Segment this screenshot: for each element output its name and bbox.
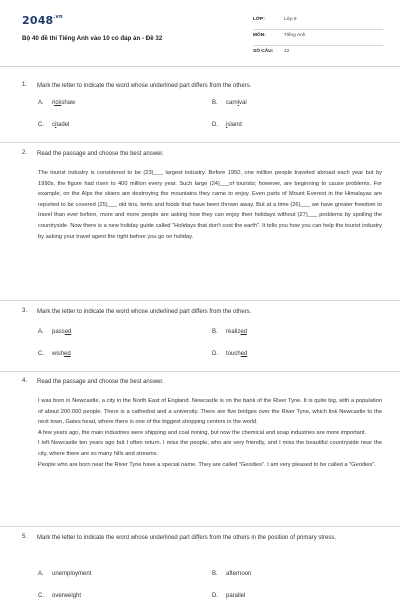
reading-passage: [38, 168, 382, 242]
option-d[interactable]: [212, 122, 242, 128]
option-d[interactable]: [212, 593, 245, 599]
option-text: touch: [226, 351, 241, 357]
passage-paragraph: A few years ago, the main industries were shipping and coal mining, but now the chemical and soap industries are more important.: [38, 429, 367, 436]
divider: [0, 142, 400, 143]
question-number: 1.: [22, 82, 28, 88]
option-text: unemployment: [52, 571, 92, 577]
option-b[interactable]: [212, 571, 251, 577]
option-text: parallel: [226, 593, 246, 599]
option-underlined: ed: [64, 329, 72, 335]
option-text: tadel: [56, 122, 70, 128]
option-letter: A.: [38, 329, 44, 335]
option-text: pass: [52, 329, 65, 335]
option-text: wish: [52, 351, 65, 357]
option-c[interactable]: [38, 351, 71, 357]
meta-value: Tiếng Anh: [284, 33, 306, 38]
option-text: val: [239, 100, 247, 106]
option-letter: D.: [212, 351, 218, 357]
option-underlined: i: [226, 122, 228, 128]
option-underlined: ed: [240, 329, 248, 335]
option-underlined: i: [55, 122, 57, 128]
option-text: sland: [227, 122, 242, 128]
option-b[interactable]: [212, 329, 247, 335]
question-3: [22, 308, 382, 366]
question-4: [22, 378, 382, 518]
option-letter: B.: [212, 329, 218, 335]
divider: [0, 300, 400, 301]
question-text: Mark the letter to indicate the word whose underlined part differs from the others.: [37, 309, 252, 315]
question-number: 4.: [22, 378, 28, 384]
question-5: [22, 534, 382, 600]
passage-paragraph: I left Newcastle ten years ago but I often return. I miss the people, who are very friendly, and I miss the beautiful countryside near the city, where there are so many hills and streams.: [38, 440, 382, 457]
option-underlined: ed: [64, 351, 71, 357]
document-title: Bộ 40 đề thi Tiếng Anh vào 10 có đáp án - Đề 32: [22, 35, 163, 42]
option-underlined: i: [237, 100, 240, 106]
option-a[interactable]: [38, 100, 75, 106]
question-text: Read the passage and choose the best answer.: [37, 379, 164, 385]
divider: [0, 526, 400, 527]
option-text: realiz: [226, 329, 241, 335]
option-letter: B.: [212, 100, 218, 106]
logo-text: 2048: [22, 14, 54, 27]
option-letter: D.: [212, 122, 218, 128]
meta-row-subject: [253, 30, 383, 46]
option-letter: B.: [212, 571, 218, 577]
passage-paragraph: People who are born near the River Tyne have a special name. They are called "Geodies". I am very pleased to be called a "Geodies".: [38, 461, 376, 468]
option-c[interactable]: [38, 593, 81, 599]
meta-value: 42: [284, 49, 290, 54]
option-text: c: [52, 122, 55, 128]
meta-label: SỐ CÂU:: [253, 49, 274, 54]
meta-label: LỚP:: [253, 17, 265, 22]
question-1: [22, 82, 382, 134]
question-text: Read the passage and choose the best answer.: [37, 151, 164, 157]
option-d[interactable]: [212, 351, 247, 357]
meta-value: Lớp 9: [284, 17, 297, 22]
meta-row-count: [253, 46, 383, 62]
option-letter: A.: [38, 100, 44, 106]
page-header: [0, 0, 400, 66]
question-number: 2.: [22, 150, 28, 156]
option-b[interactable]: [212, 100, 247, 106]
question-text: Mark the letter to indicate the word whose underlined part differs from the others.: [37, 83, 252, 89]
option-text: carn: [226, 100, 238, 106]
meta-row-grade: [253, 14, 383, 30]
meta-label: MÔN:: [253, 33, 266, 38]
option-text: r: [52, 100, 54, 106]
option-text: afternoon: [226, 571, 252, 577]
question-2: [22, 150, 382, 296]
option-letter: C.: [38, 351, 44, 357]
option-c[interactable]: [38, 122, 69, 128]
question-text: Mark the letter to indicate the word whose underlined part differs from the others in the position of primary stress.: [37, 535, 337, 541]
option-underlined: ed: [240, 351, 248, 357]
site-logo[interactable]: [22, 14, 63, 27]
divider: [0, 371, 400, 372]
option-a[interactable]: [38, 571, 91, 577]
option-letter: C.: [38, 593, 44, 599]
reading-passage: [38, 396, 382, 470]
option-text: overweight: [52, 593, 82, 599]
option-letter: D.: [212, 593, 218, 599]
question-number: 3.: [22, 308, 28, 314]
option-text: shaw: [61, 100, 76, 106]
option-underlined: ick: [54, 100, 62, 106]
logo-suffix: .vn: [53, 14, 63, 20]
option-letter: C.: [38, 122, 44, 128]
question-number: 5.: [22, 534, 28, 540]
passage-paragraph: I was born in Newcastle, a city in the North East of England. Newcastle is on the bank of the River Tyne. It is quite big, with a population of about 200.000 people. There is a cathedral and a university. There are five bridges over the River Tyne, which link Newcastle to the next town, Gates head, where there is one of the biggest shopping centers in the world.: [38, 398, 382, 426]
passage-paragraph: The tourist industry is considered to be (23)___ largest industry. Before 1950, one million people traveled abroad each year but by 1990s, the figure had risen to 400 million every year. Such large (24)___of tourists; however, are beginning to cause problems. For example, on the Alps the skiers are destroying the mountains they came to enjoy. Even parts of Mount Everest in the Himalayas are reported to be covered (25)___ old tins, tents and foods that have been thrown away. But at a time (26)___ we have greater freedom to travel than ever before, more and more people are asking how they can enjoy their holidays without (27)___ problems by spoiling the countryside. Now there is a new holiday guide called "Holidays that don't cost the earth". It tells you how you can help the tourist industry by asking your travel agent the right before you go on holiday.: [38, 170, 382, 240]
option-letter: A.: [38, 571, 44, 577]
option-a[interactable]: [38, 329, 71, 335]
header-divider: [0, 66, 400, 67]
